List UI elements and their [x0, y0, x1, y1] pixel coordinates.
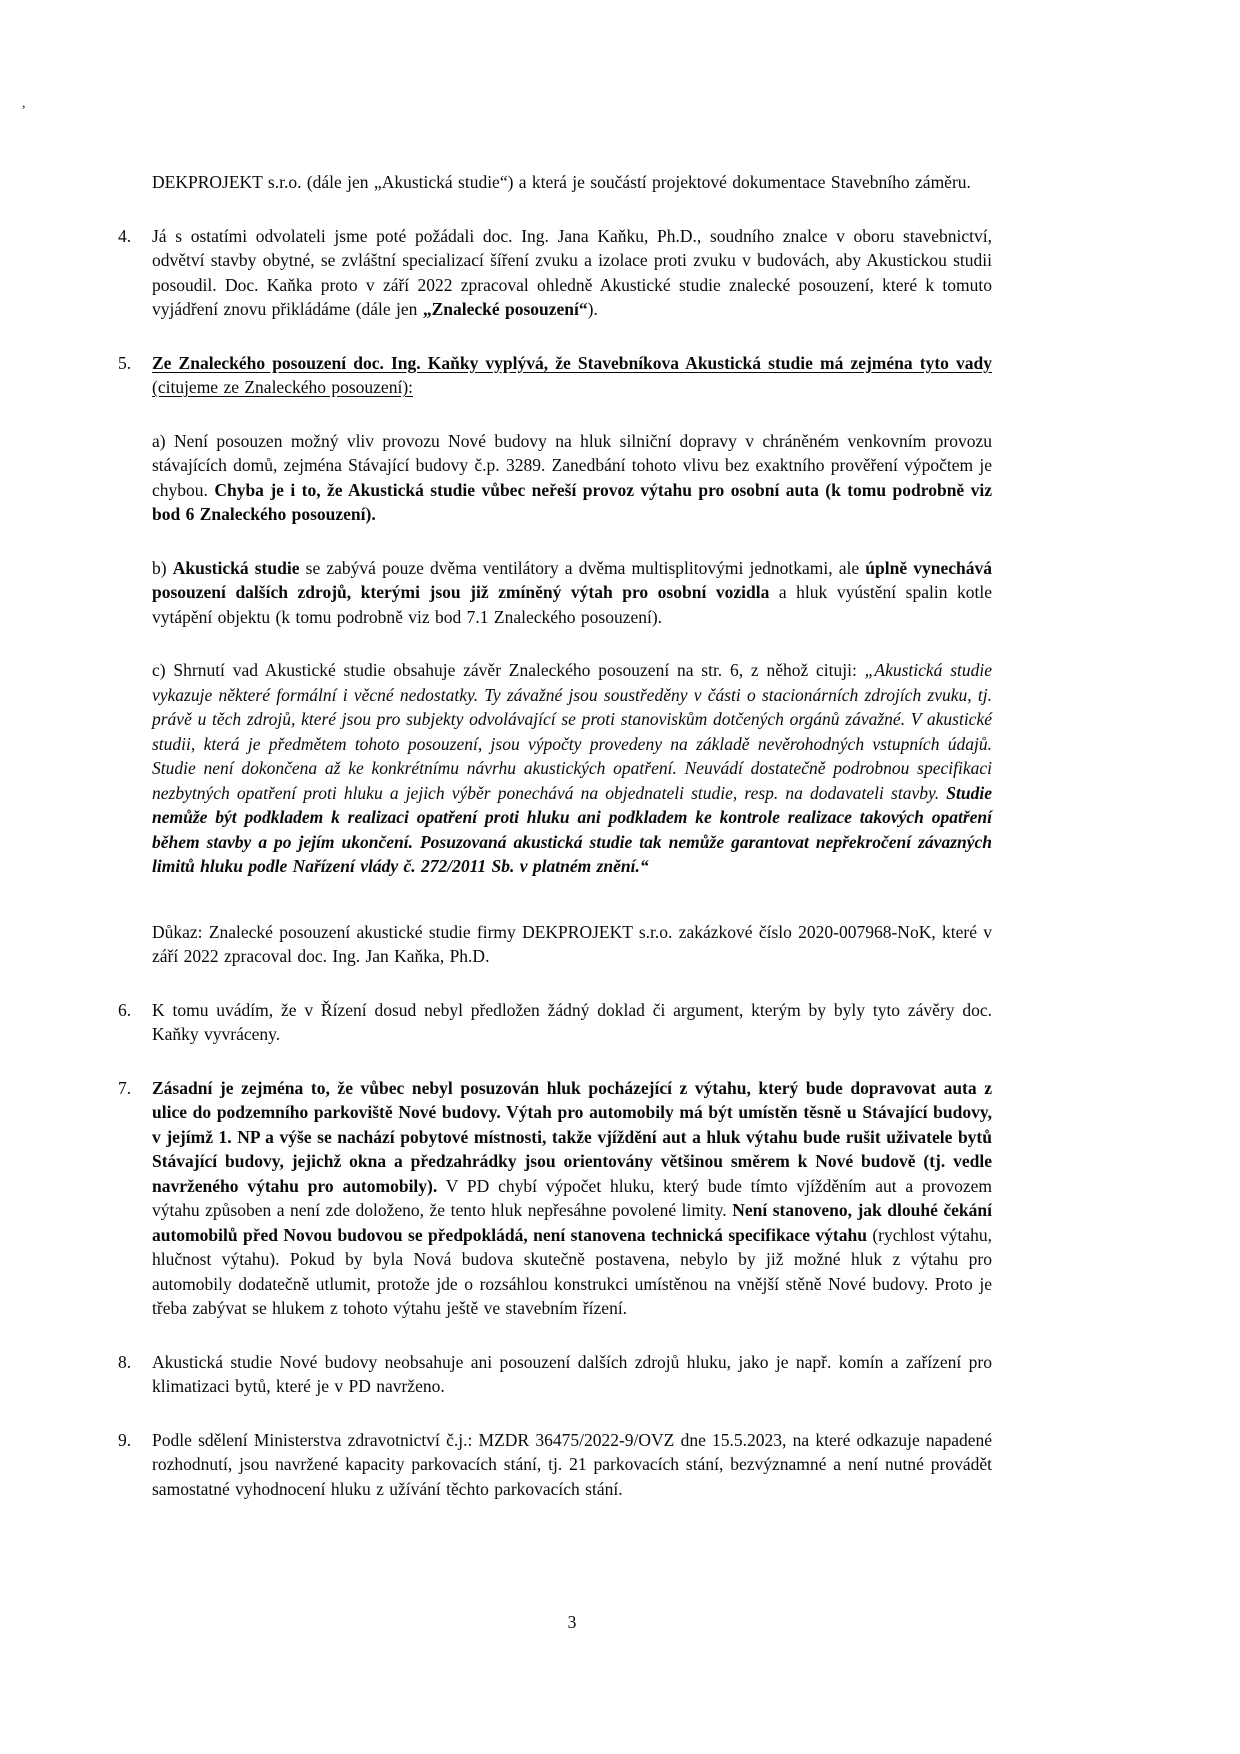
paragraph: [152, 1350, 992, 1399]
paragraph: [152, 556, 992, 630]
paragraph: [152, 429, 992, 527]
text-run: Zásadní je zejména to, že vůbec nebyl posuzován hluk pocházející z výtahu, který bude dopravovat auta z ulice do podzemního parkoviště Nové budovy. Výtah pro automobily má být umístěn těsně u Stávající budovy, v jejímž 1. NP a výše se nachází pobytové místnosti, takže vjíždění aut a hluk výtahu bude rušit uživatele bytů Stávající budovy, jejichž okna a předzahrádky jsou orientovány většinou směrem k Nové budově (tj. vedle navrženého výtahu pro automobily).: [152, 1077, 992, 1196]
text-run: Akustická studie Nové budovy neobsahuje ani posouzení dalších zdrojů hluku, jako je např. komín a zařízení pro klimatizaci bytů, které je v PD navrženo.: [152, 1351, 992, 1396]
text-run: se zabývá pouze dvěma ventilátory a dvěma multisplitovými jednotkami, ale: [299, 557, 866, 578]
item-number: 5.: [118, 352, 132, 373]
text-run: V PD chybí výpočet hluku, který bude tímto vjížděním aut a provozem výtahu způsoben a není zde doloženo, že tento hluk nepřesáhne povolené limity.: [152, 1175, 992, 1220]
paragraph: [152, 351, 992, 400]
item-content: [152, 1350, 992, 1399]
paragraph: [152, 920, 992, 969]
paragraph: [152, 170, 992, 195]
text-run: Já s ostatími odvolateli jsme poté požádali doc. Ing. Jana Kaňku, Ph.D., soudního znalce v oboru stavebnictví, odvětví stavby obytné, se zvláštní specializací šíření zvuku a izolace proti zvuku v budovách, aby Akustickou studii posoudil. Doc. Kaňka proto v září 2022 zpracoval ohledně Akustické studie znalecké posouzení, které k tomuto vyjádření znovu přikládáme (dále jen: [152, 225, 992, 319]
item-number: 9.: [118, 1429, 132, 1450]
paragraph: [152, 998, 992, 1047]
item-content: [152, 998, 992, 1047]
text-run: b): [152, 557, 173, 578]
text-run: Akustická studie: [172, 557, 300, 578]
scan-speck: ,: [22, 96, 26, 111]
text-run: Není stanoveno, jak dlouhé čekání automobilů před Novou budovou se předpokládá, není stanovena technická specifikace výtahu: [152, 1200, 993, 1245]
item-content: [152, 351, 992, 969]
text-run: K tomu uvádím, že v Řízení dosud nebyl předložen žádný doklad či argument, kterým by byly tyto závěry doc. Kaňky vyvráceny.: [152, 999, 992, 1044]
text-run: (citujeme ze Znaleckého posouzení):: [152, 377, 414, 397]
text-run: a) Není posouzen možný vliv provozu Nové budovy na hluk silniční dopravy v chráněném venkovním provozu stávajících domů, zejména Stávající budovy č.p. 3289. Zanedbání tohoto vlivu bez exaktního prověření výpočtem je chybou.: [152, 430, 992, 500]
item-content: [152, 1076, 992, 1321]
item-content: [152, 224, 992, 322]
paragraph-block: [152, 170, 992, 195]
list-item: [118, 1428, 992, 1502]
text-run: Studie nemůže být podkladem k realizaci opatření proti hluku ani podkladem ke kontrole realizace takových opatření během stavby a po jejím ukončení. Posuzovaná akustická studie tak nemůže garantovat nepřekročení závazných limitů hluku podle Nařízení vlády č. 272/2011 Sb. v platném znění.“: [152, 782, 992, 876]
item-number: 7.: [118, 1077, 132, 1098]
item-content: [152, 170, 992, 195]
item-number: 4.: [118, 225, 132, 246]
text-run: Podle sdělení Ministerstva zdravotnictví č.j.: MZDR 36475/2022-9/OVZ dne 15.5.2023, na které odkazuje napadené rozhodnutí, jsou navržené kapacity parkovacích stání, tj. 21 parkovacích stání, bezvýznamné a není nutné provádět samostatné vyhodnocení hluku z užívání těchto parkovacích stání.: [152, 1429, 992, 1499]
item-number: 6.: [118, 999, 132, 1020]
document-body: [118, 170, 993, 1530]
text-run: DEKPROJEKT s.r.o. (dále jen „Akustická studie“) a která je součástí projektové dokumentace Stavebního záměru.: [152, 172, 971, 192]
list-item: [118, 1350, 992, 1399]
page-number: 3: [567, 1612, 577, 1632]
text-run: úplně vynechává posouzení dalších zdrojů, kterými jsou již zmíněný výtah pro osobní vozidla: [152, 557, 993, 602]
list-item: [118, 1076, 993, 1321]
paragraph: [152, 1076, 992, 1321]
text-run: Ze Znaleckého posouzení doc. Ing. Kaňky vyplývá, že Stavebníkova Akustická studie má zejména tyto vady: [152, 352, 992, 373]
item-content: [152, 1428, 992, 1502]
list-item: [118, 351, 993, 969]
list-item: [118, 998, 992, 1047]
text-run: c) Shrnutí vad Akustické studie obsahuje závěr Znaleckého posouzení na str. 6, z něhož cituji:: [152, 660, 865, 680]
item-number: 8.: [118, 1351, 132, 1372]
paragraph: [152, 658, 992, 879]
text-run: „Akustická studie vykazuje některé formální i věcné nedostatky. Ty závažné jsou soustředěny v části o stacionárních zdrojích zvuku, tj. právě u těch zdrojů, které jsou pro subjekty odvolávající se proti stanoviskům dotčených orgánů závažné. V akustické studii, která je předmětem tohoto posouzení, jsou výpočty provedeny na základě nevěrohodných vstupních údajů. Studie není dokončena až ke konkrétnímu návrhu akustických opatření. Neuvádí dostatečně podrobnou specifikaci nezbytných opatření proti hluku a jejich výběr ponechává na objednateli studie, resp. na dodavateli stavby.: [152, 660, 992, 803]
paragraph: [152, 224, 992, 322]
text-run: ).: [587, 299, 598, 319]
paragraph: [152, 1428, 992, 1502]
text-run: „Znalecké posouzení“: [422, 299, 588, 319]
text-run: Důkaz: Znalecké posouzení akustické studie firmy DEKPROJEKT s.r.o. zakázkové číslo 2020-007968-NoK, které v září 2022 zpracoval doc. Ing. Jan Kaňka, Ph.D.: [152, 921, 992, 966]
text-run: Chyba je i to, že Akustická studie vůbec neřeší provoz výtahu pro osobní auta (k tomu podrobně viz bod 6 Znaleckého posouzení).: [152, 479, 992, 524]
list-item: [118, 224, 992, 322]
text-run: a hluk vyústění spalin kotle vytápění objektu (k tomu podrobně viz bod 7.1 Znaleckého posouzení).: [152, 582, 993, 627]
text-run: (rychlost výtahu, hlučnost výtahu). Pokud by byla Nová budova skutečně postavena, nebylo by již možné hluk z výtahu pro automobily dodatečně utlumit, protože jde o rozsáhlou konstrukci umístěnou na vnější stěně Nové budovy. Proto je třeba zabývat se hlukem z tohoto výtahu ještě ve stavebním řízení.: [152, 1224, 992, 1318]
